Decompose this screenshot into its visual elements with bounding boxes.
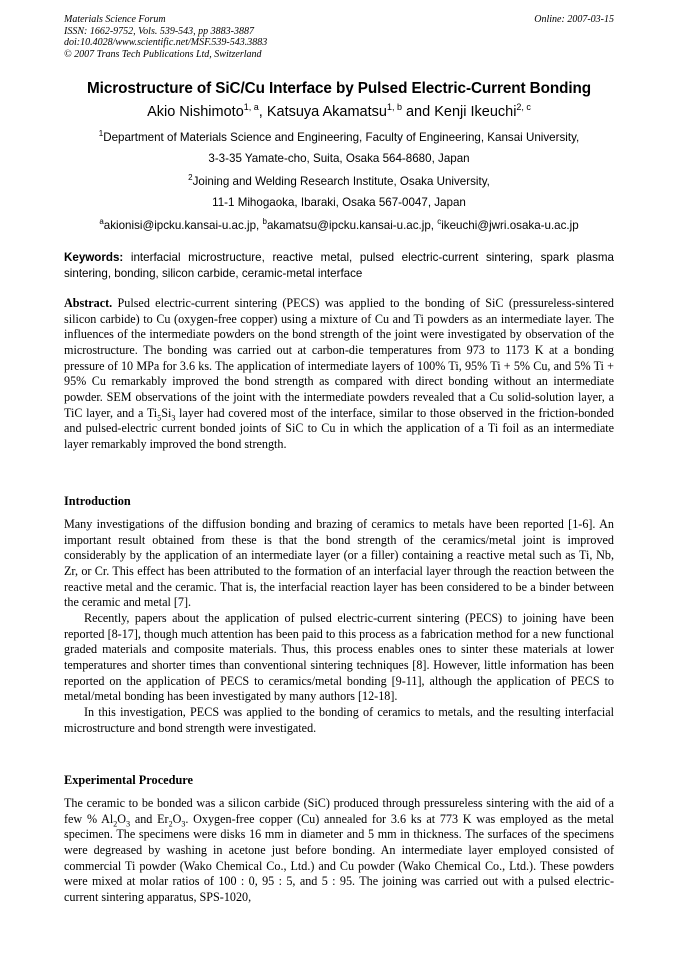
doi-line: doi:10.4028/www.scientific.net/MSF.539-543.3883 bbox=[64, 37, 268, 48]
email-superscript: c bbox=[437, 217, 442, 226]
body-text: The ceramic to be bonded was a silicon carbide (SiC) produced through pressureless sintering with the aid of a few % Al bbox=[64, 796, 614, 826]
introduction-paragraph: In this investigation, PECS was applied to the bonding of ceramics to metals, and the resulting interfacial microstructure and bond strength were investigated. bbox=[64, 704, 614, 735]
abstract-text: layer had covered most of the interface, similar to those observed in the friction-bonded and pulsed-electric current bonded joints of SiC to Cu in which the application of a Ti foil as an intermediate layer remarkably improved the bond strength. bbox=[64, 405, 614, 451]
subscript: 2 bbox=[113, 819, 118, 829]
subscript: 3 bbox=[181, 819, 186, 829]
author-separator: , bbox=[258, 103, 267, 120]
abstract-text: Si bbox=[161, 405, 172, 420]
body-text: O bbox=[172, 811, 182, 826]
email-address: ikeuchi@jwri.osaka-u.ac.jp bbox=[441, 218, 579, 232]
email-line bbox=[0, 217, 678, 232]
abstract-text: Pulsed electric-current sintering (PECS) was applied to the bonding of SiC (pressureless-sintered silicon carbide) to Cu (oxygen-free copper) using a mixture of Cu and Ti powders as an intermediate layer. The influences of the intermediate powders on the bond strength of the joint were investigated by observation of the microstructure. The bonding was carried out at carbon-die temperatures from 973 to 1173 K at a bonding pressure of 10 MPa for 3.6 ks. The application of intermediate layers of 100% Ti, 95% Ti + 5% Cu, and 5% Ti + 95% Cu remarkably improved the bond strength as compared with direct bonding without an intermediate powder. SEM observations of the joint with the intermediate powders revealed that a Cu solid-solution layer, a TiC layer, and a Ti bbox=[64, 296, 614, 420]
email-superscript: a bbox=[99, 217, 104, 226]
affiliation-superscript: 2 bbox=[188, 173, 193, 182]
paper-title: Microstructure of SiC/Cu Interface by Pulsed Electric-Current Bonding bbox=[87, 80, 591, 97]
keywords-label: Keywords: bbox=[64, 251, 124, 264]
affiliation-2-line-2: 11-1 Mihogaoka, Ibaraki, Osaka 567-0047, Japan bbox=[212, 196, 466, 209]
subscript: 3 bbox=[126, 819, 131, 829]
introduction-body bbox=[64, 517, 614, 736]
introduction-paragraph: Many investigations of the diffusion bonding and brazing of ceramics to metals have been reported [1-6]. An important result obtained from these is that the bond strength of the ceramics/metal joint is improved considerably by the application of an intermediate layer (or a filler) containing a reactive metal such as Ti, Nb, Zr, or Cr. This effect has been attributed to the formation of an interfacial layer through the reaction between the reactive metal and the ceramic. That is, the interfacial reaction layer has been considered to be a binder between the ceramic and metal [7]. bbox=[64, 517, 614, 610]
author-superscript: 2, c bbox=[516, 102, 531, 112]
subscript: 2 bbox=[168, 819, 173, 829]
body-text: O bbox=[117, 811, 127, 826]
author-name: Katsuya Akamatsu bbox=[266, 103, 387, 120]
online-date: Online: 2007-03-15 bbox=[534, 14, 614, 25]
keywords-text: interfacial microstructure, reactive metal, pulsed electric-current sintering, spark plasma sintering, bonding, silicon carbide, ceramic-metal interface bbox=[64, 251, 614, 280]
subscript: 3 bbox=[171, 413, 176, 423]
experimental-paragraph bbox=[64, 796, 614, 906]
author-separator: and bbox=[401, 103, 435, 120]
email-address: akionisi@ipcku.kansai-u.ac.jp, bbox=[103, 218, 263, 232]
subscript: 5 bbox=[157, 413, 162, 423]
affiliation-1-line-1 bbox=[0, 129, 678, 144]
journal-name: Materials Science Forum bbox=[64, 14, 166, 25]
affiliation-2-line-1 bbox=[0, 173, 678, 188]
author-list bbox=[0, 102, 678, 120]
issn-line: ISSN: 1662-9752, Vols. 539-543, pp 3883-3887 bbox=[64, 25, 254, 37]
email-address: akamatsu@ipcku.kansai-u.ac.jp, bbox=[266, 218, 438, 232]
email-superscript: b bbox=[262, 217, 267, 226]
body-text: and Er bbox=[130, 811, 169, 826]
keywords-paragraph bbox=[64, 250, 614, 282]
affiliation-superscript: 1 bbox=[98, 129, 104, 138]
author-superscript: 1, a bbox=[243, 102, 259, 112]
introduction-paragraph: Recently, papers about the application of pulsed electric-current sintering (PECS) to joining have been reported [8-17], though much attention has been paid to this process as a fabrication method for a new functional graded materials and composite materials. Thus, this process enables ones to sinter these materials at lower temperatures and shorter times than conventional sintering techniques [8]. However, little information has been reported on the application of PECS to ceramics/metal bonding [9-11], although the application of PECS to metal/metal bonding has been investigated by many authors [12-18]. bbox=[64, 610, 614, 704]
introduction-heading: Introduction bbox=[64, 494, 131, 508]
abstract-label: Abstract. bbox=[64, 296, 113, 310]
author-name: Akio Nishimoto bbox=[147, 103, 244, 120]
copyright-line: © 2007 Trans Tech Publications Ltd, Switzerland bbox=[64, 48, 262, 60]
body-text: . Oxygen-free copper (Cu) annealed for 3.6 ks at 773 K was employed as the metal specimen. The specimens were disks 16 mm in diameter and 5 mm in thickness. The surfaces of the specimens were degreased by washing in acetone just before bonding. An intermediate layer employed consisted of commercial Ti powder (Wako Chemical Co., Ltd.) and Cu powder (Wako Chemical Co., Ltd.). These powders were mixed at molar ratios of 100 : 0, 95 : 5, and 5 : 95. The joining was carried out with a pulsed electric-current sintering apparatus, SPS-1020, bbox=[64, 811, 614, 904]
experimental-body bbox=[64, 796, 614, 906]
author-name: Kenji Ikeuchi bbox=[434, 103, 517, 120]
author-superscript: 1, b bbox=[386, 102, 402, 112]
affiliation-text: Joining and Welding Research Institute, Osaka University, bbox=[192, 174, 490, 188]
journal-header bbox=[64, 14, 614, 60]
experimental-heading: Experimental Procedure bbox=[64, 773, 193, 787]
affiliation-1-line-2: 3-3-35 Yamate-cho, Suita, Osaka 564-8680, Japan bbox=[208, 152, 470, 165]
affiliation-text: Department of Materials Science and Engineering, Faculty of Engineering, Kansai University, bbox=[103, 130, 580, 144]
abstract-paragraph bbox=[64, 296, 614, 453]
